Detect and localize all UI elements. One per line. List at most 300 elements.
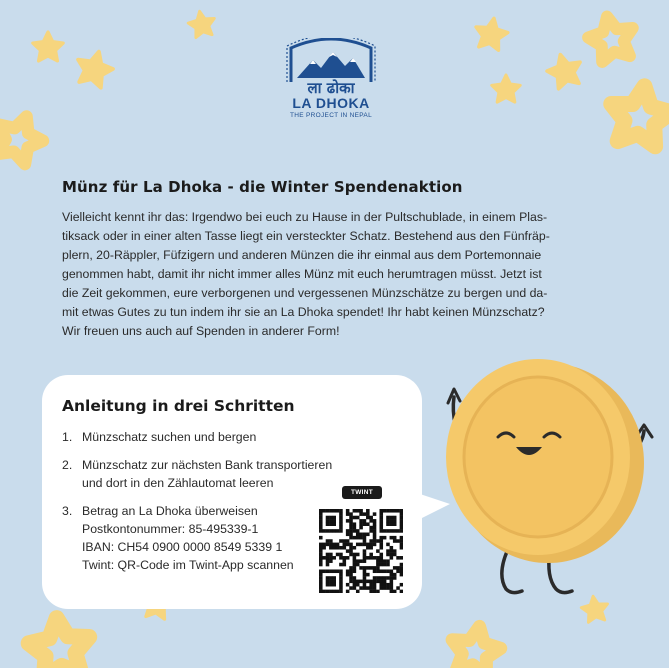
qr-module — [329, 590, 333, 593]
qr-module — [386, 529, 390, 533]
qr-module — [400, 569, 403, 573]
qr-module — [379, 526, 383, 530]
qr-module — [319, 556, 323, 560]
qr-module — [322, 546, 326, 550]
qr-module — [319, 559, 323, 563]
qr-module — [393, 573, 397, 577]
qr-module — [339, 563, 343, 567]
qr-module — [329, 583, 333, 587]
qr-module — [376, 539, 380, 543]
qr-module — [359, 509, 363, 513]
star-icon — [492, 75, 521, 102]
list-item — [62, 502, 332, 574]
qr-module — [363, 583, 367, 587]
qr-module — [319, 573, 323, 577]
qr-module — [349, 533, 353, 537]
qr-module — [326, 590, 330, 593]
qr-module — [346, 533, 350, 537]
qr-module — [363, 553, 367, 557]
qr-module — [369, 553, 373, 557]
qr-module — [386, 509, 390, 513]
qr-module — [349, 543, 353, 547]
qr-module — [346, 556, 350, 560]
intro-line: plern, 20-Räppler, Füfzigern und anderen Münzen die ihr einmal aus dem Portemonnaie — [62, 248, 542, 262]
step-text: Münzschatz zur nächsten Bank transportieren — [82, 458, 333, 472]
qr-module — [349, 546, 353, 550]
qr-module — [400, 519, 403, 523]
qr-module — [329, 569, 333, 573]
qr-module — [349, 573, 353, 577]
qr-module — [349, 516, 353, 520]
qr-module — [332, 590, 336, 593]
logo-devanagari: ला ढोका — [307, 79, 355, 97]
qr-module — [359, 522, 363, 526]
list-item — [62, 428, 332, 446]
qr-module — [339, 509, 343, 513]
qr-module — [373, 543, 377, 547]
qr-module — [369, 516, 373, 520]
qr-module — [383, 580, 387, 584]
qr-module — [363, 522, 367, 526]
qr-module — [386, 586, 390, 590]
qr-module — [329, 529, 333, 533]
qr-module — [326, 576, 330, 580]
qr-module — [319, 519, 323, 523]
qr-module — [393, 536, 397, 540]
qr-module — [326, 563, 330, 567]
star-icon — [473, 15, 510, 51]
step-text: und dort in den Zählautomat leeren — [82, 476, 274, 490]
qr-module — [349, 519, 353, 523]
qr-module — [339, 546, 343, 550]
qr-module — [366, 516, 370, 520]
instructions-list — [62, 428, 332, 574]
qr-module — [373, 583, 377, 587]
qr-module — [366, 556, 370, 560]
qr-module — [386, 563, 390, 567]
qr-module — [339, 569, 343, 573]
intro-line: mit etwas Gutes zu tun indem ihr sie an La Dhoka spendet! Ihr habt keinen Münzschatz? — [62, 305, 545, 319]
qr-module — [339, 553, 343, 557]
qr-module — [356, 529, 360, 533]
qr-module — [349, 576, 353, 580]
qr-module — [359, 566, 363, 570]
qr-module — [379, 509, 383, 513]
qr-module — [359, 533, 363, 537]
qr-module — [336, 569, 340, 573]
step-number: 1. — [62, 430, 73, 444]
qr-module — [366, 522, 370, 526]
qr-module — [319, 553, 323, 557]
qr-module — [326, 543, 330, 547]
qr-module — [346, 590, 350, 593]
qr-module — [369, 519, 373, 523]
qr-module — [353, 583, 357, 587]
qr-module — [356, 580, 360, 584]
qr-module — [376, 563, 380, 567]
qr-module — [400, 583, 403, 587]
qr-module — [329, 522, 333, 526]
qr-module — [383, 576, 387, 580]
qr-module — [353, 529, 357, 533]
qr-module — [393, 509, 397, 513]
qr-module — [400, 566, 403, 570]
step-text: Münzschatz suchen und bergen — [82, 430, 257, 444]
qr-module — [369, 583, 373, 587]
star-outline-icon — [606, 82, 669, 148]
qr-module — [353, 580, 357, 584]
la-dhoka-logo — [281, 38, 381, 130]
qr-module — [332, 546, 336, 550]
qr-module — [353, 522, 357, 526]
qr-module — [329, 553, 333, 557]
intro-line: tiksack oder in einer alten Tasse liegt ein versteckter Schatz. Bestehend aus den Fünfräp- — [62, 229, 550, 243]
qr-module — [379, 553, 383, 557]
qr-module — [353, 556, 357, 560]
qr-module — [369, 586, 373, 590]
qr-module — [363, 576, 367, 580]
qr-module — [343, 563, 347, 567]
qr-module — [390, 580, 394, 584]
qr-module — [400, 526, 403, 530]
qr-module — [386, 543, 390, 547]
star-icon — [544, 50, 585, 90]
qr-module — [329, 559, 333, 563]
qr-module — [329, 580, 333, 584]
qr-module — [332, 576, 336, 580]
qr-module — [376, 569, 380, 573]
qr-module — [329, 509, 333, 513]
qr-module — [319, 576, 323, 580]
qr-module — [373, 522, 377, 526]
qr-module — [339, 580, 343, 584]
qr-module — [353, 553, 357, 557]
qr-module — [383, 586, 387, 590]
qr-module — [363, 536, 367, 540]
qr-module — [322, 569, 326, 573]
qr-module — [319, 516, 323, 520]
qr-module — [363, 539, 367, 543]
qr-module — [339, 512, 343, 516]
qr-module — [393, 516, 397, 520]
qr-module — [386, 519, 390, 523]
qr-module — [339, 519, 343, 523]
qr-module — [373, 590, 377, 593]
qr-module — [396, 539, 400, 543]
qr-module — [353, 526, 357, 530]
qr-module — [353, 569, 357, 573]
instructions-title: Anleitung in drei Schritten — [62, 397, 295, 415]
qr-module — [326, 522, 330, 526]
qr-module — [386, 522, 390, 526]
qr-module — [339, 516, 343, 520]
qr-module — [383, 583, 387, 587]
qr-module — [346, 509, 350, 513]
qr-module — [346, 569, 350, 573]
qr-module — [349, 580, 353, 584]
qr-module — [366, 546, 370, 550]
step-text: Betrag an La Dhoka überweisen — [82, 504, 258, 518]
qr-code[interactable] — [319, 509, 403, 593]
star-icon — [186, 9, 217, 39]
qr-module — [390, 573, 394, 577]
qr-module — [319, 512, 323, 516]
qr-module — [353, 566, 357, 570]
qr-module — [332, 569, 336, 573]
qr-module — [379, 519, 383, 523]
qr-module — [369, 566, 373, 570]
qr-module — [373, 566, 377, 570]
qr-module — [363, 586, 367, 590]
qr-module — [390, 583, 394, 587]
qr-module — [363, 543, 367, 547]
star-outline-icon — [585, 12, 639, 64]
qr-module — [386, 549, 390, 553]
qr-module — [363, 512, 367, 516]
intro-line: die Zeit gekommen, eure verborgenen und vergessenen Münzschätze zu bergen und da- — [62, 286, 548, 300]
qr-module — [390, 516, 394, 520]
qr-module — [390, 556, 394, 560]
qr-module — [363, 569, 367, 573]
step-text: Postkontonummer: 85-495339-1 — [82, 522, 259, 536]
qr-module — [383, 536, 387, 540]
qr-module — [363, 556, 367, 560]
qr-module — [390, 546, 394, 550]
qr-module — [326, 583, 330, 587]
qr-module — [393, 519, 397, 523]
qr-module — [393, 539, 397, 543]
qr-module — [369, 543, 373, 547]
qr-module — [319, 549, 323, 553]
qr-module — [332, 509, 336, 513]
qr-module — [332, 529, 336, 533]
qr-module — [379, 522, 383, 526]
qr-module — [349, 586, 353, 590]
qr-module — [390, 549, 394, 553]
qr-module — [363, 533, 367, 537]
qr-module — [376, 580, 380, 584]
qr-module — [390, 553, 394, 557]
qr-module — [349, 553, 353, 557]
qr-module — [373, 556, 377, 560]
qr-module — [400, 556, 403, 560]
qr-module — [349, 549, 353, 553]
qr-module — [400, 522, 403, 526]
qr-module — [332, 543, 336, 547]
qr-module — [366, 512, 370, 516]
logo-tagline: THE PROJECT IN NEPAL — [290, 112, 372, 119]
qr-module — [326, 553, 330, 557]
qr-module — [390, 536, 394, 540]
qr-module — [346, 543, 350, 547]
qr-module — [359, 580, 363, 584]
qr-module — [379, 583, 383, 587]
qr-module — [336, 529, 340, 533]
qr-module — [366, 543, 370, 547]
qr-module — [369, 590, 373, 593]
qr-module — [376, 549, 380, 553]
qr-module — [379, 516, 383, 520]
qr-module — [329, 516, 333, 520]
qr-module — [349, 526, 353, 530]
qr-module — [376, 576, 380, 580]
intro-line: Vielleicht kennt ihr das: Irgendwo bei euch zu Hause in der Pultschublade, in einem Plas- — [62, 210, 548, 224]
qr-module — [390, 509, 394, 513]
qr-module — [373, 533, 377, 537]
qr-module — [373, 526, 377, 530]
qr-module — [359, 512, 363, 516]
qr-module — [396, 556, 400, 560]
qr-module — [379, 536, 383, 540]
qr-module — [373, 539, 377, 543]
qr-module — [356, 516, 360, 520]
qr-module — [366, 566, 370, 570]
qr-module — [363, 573, 367, 577]
qr-module — [390, 586, 394, 590]
qr-module — [400, 536, 403, 540]
qr-module — [396, 529, 400, 533]
qr-module — [346, 583, 350, 587]
qr-module — [386, 576, 390, 580]
qr-module — [393, 529, 397, 533]
qr-module — [343, 543, 347, 547]
qr-module — [332, 556, 336, 560]
intro-paragraph — [62, 208, 610, 341]
qr-module — [400, 543, 403, 547]
qr-module — [322, 529, 326, 533]
qr-module — [329, 539, 333, 543]
qr-module — [349, 566, 353, 570]
intro-line: genommen habt, damit ihr nicht immer alles Münz mit euch herumtragen müsst. Jetzt ist — [62, 267, 542, 281]
qr-module — [373, 580, 377, 584]
qr-module — [390, 529, 394, 533]
qr-module — [329, 519, 333, 523]
qr-module — [393, 553, 397, 557]
star-outline-icon — [26, 615, 93, 668]
qr-module — [396, 566, 400, 570]
qr-module — [319, 569, 323, 573]
qr-module — [339, 586, 343, 590]
qr-module — [379, 559, 383, 563]
qr-module — [319, 546, 323, 550]
qr-module — [322, 509, 326, 513]
qr-module — [400, 509, 403, 513]
qr-module — [339, 573, 343, 577]
twint-label: TWINT — [350, 489, 374, 496]
qr-module — [396, 569, 400, 573]
qr-module — [336, 543, 340, 547]
qr-module — [393, 576, 397, 580]
qr-module — [326, 539, 330, 543]
qr-module — [326, 529, 330, 533]
qr-module — [390, 522, 394, 526]
qr-module — [346, 512, 350, 516]
qr-module — [319, 563, 323, 567]
qr-module — [329, 576, 333, 580]
qr-module — [373, 569, 377, 573]
qr-module — [353, 516, 357, 520]
qr-module — [383, 559, 387, 563]
qr-module — [400, 512, 403, 516]
qr-module — [393, 590, 397, 593]
qr-module — [339, 539, 343, 543]
qr-module — [376, 566, 380, 570]
qr-module — [319, 586, 323, 590]
qr-module — [386, 559, 390, 563]
qr-module — [390, 590, 394, 593]
qr-module — [366, 509, 370, 513]
qr-module — [319, 536, 323, 540]
qr-module — [346, 539, 350, 543]
qr-module — [376, 559, 380, 563]
qr-module — [322, 556, 326, 560]
qr-module — [343, 546, 347, 550]
twint-badge — [342, 486, 382, 499]
list-item — [62, 456, 332, 492]
qr-module — [369, 546, 373, 550]
qr-module — [332, 522, 336, 526]
qr-module — [343, 539, 347, 543]
qr-module — [326, 556, 330, 560]
qr-module — [400, 546, 403, 550]
qr-module — [373, 529, 377, 533]
qr-module — [319, 509, 323, 513]
qr-module — [336, 546, 340, 550]
qr-module — [363, 566, 367, 570]
qr-module — [369, 526, 373, 530]
qr-module — [373, 536, 377, 540]
qr-module — [390, 576, 394, 580]
qr-module — [363, 580, 367, 584]
qr-module — [329, 546, 333, 550]
qr-module — [379, 546, 383, 550]
qr-module — [359, 559, 363, 563]
qr-module — [353, 563, 357, 567]
qr-module — [369, 556, 373, 560]
qr-module — [400, 563, 403, 567]
qr-module — [319, 580, 323, 584]
qr-module — [346, 573, 350, 577]
qr-module — [373, 512, 377, 516]
qr-module — [332, 580, 336, 584]
qr-module — [346, 519, 350, 523]
qr-module — [393, 522, 397, 526]
qr-module — [400, 590, 403, 593]
qr-module — [353, 509, 357, 513]
qr-module — [329, 556, 333, 560]
qr-module — [349, 522, 353, 526]
qr-module — [349, 569, 353, 573]
qr-module — [400, 573, 403, 577]
qr-module — [383, 563, 387, 567]
qr-module — [346, 529, 350, 533]
page-title: Münz für La Dhoka - die Winter Spendenaktion — [62, 178, 463, 196]
qr-module — [356, 559, 360, 563]
qr-module — [353, 586, 357, 590]
star-outline-icon — [0, 108, 49, 167]
qr-module — [379, 569, 383, 573]
coin-mascot — [430, 345, 660, 605]
qr-module — [349, 512, 353, 516]
qr-module — [363, 559, 367, 563]
qr-module — [366, 580, 370, 584]
qr-module — [336, 553, 340, 557]
qr-module — [332, 516, 336, 520]
qr-module — [383, 509, 387, 513]
logo-name: LA DHOKA — [292, 95, 370, 111]
star-outline-icon — [447, 622, 504, 668]
qr-module — [396, 509, 400, 513]
